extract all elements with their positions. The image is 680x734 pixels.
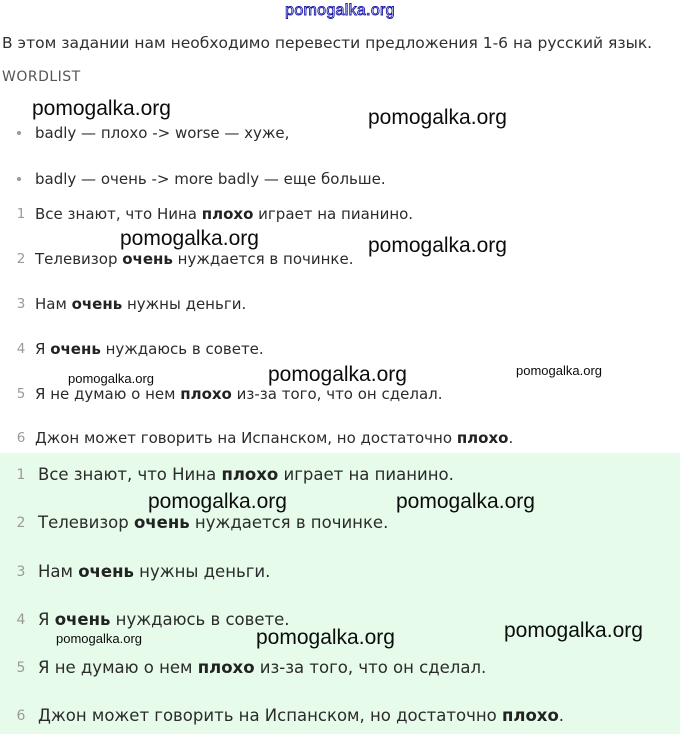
watermark: pomogalka.org: [68, 371, 154, 386]
watermark: pomogalka.org: [148, 490, 287, 513]
sentence-number: 1: [16, 206, 26, 222]
sentence-text: Телевизор очень нуждается в починке.: [35, 250, 354, 268]
sentence-text: Все знают, что Нина плохо играет на пианино.: [35, 205, 414, 223]
sentence-number: 3: [16, 296, 26, 312]
answer-text: Я очень нуждаюсь в совете.: [38, 610, 290, 629]
watermark: pomogalka.org: [32, 97, 171, 120]
answer-number: 6: [16, 708, 26, 724]
answer-number: 3: [16, 564, 26, 580]
sentence-text: Я не думаю о нем плохо из-за того, что он сделал.: [35, 385, 443, 403]
answer-number: 1: [16, 467, 26, 483]
sentence-text: Нам очень нужны деньги.: [35, 295, 247, 313]
wordlist-item-text: badly — плохо -> worse — хуже,: [35, 124, 290, 142]
sentence-number: 2: [16, 251, 26, 267]
watermark: pomogalka.org: [368, 234, 507, 257]
answer-text: Нам очень нужны деньги.: [38, 562, 271, 581]
watermark: pomogalka.org: [120, 227, 259, 250]
wordlist-heading: WORDLIST: [2, 69, 81, 85]
watermark: pomogalka.org: [256, 626, 395, 649]
top-watermark: pomogalka.org: [285, 2, 395, 19]
answer-text: Телевизор очень нуждается в починке.: [38, 513, 389, 532]
answer-text: Я не думаю о нем плохо из-за того, что он сделал.: [38, 658, 487, 677]
sentence-number: 4: [16, 341, 26, 357]
answer-text: Все знают, что Нина плохо играет на пианино.: [38, 465, 454, 484]
answer-panel: [0, 453, 680, 734]
answer-number: 5: [16, 660, 26, 676]
sentence-number: 5: [16, 386, 26, 402]
watermark: pomogalka.org: [268, 363, 407, 386]
bullet-dot-icon: [17, 177, 21, 181]
intro-text: В этом задании нам необходимо перевести предложения 1-6 на русский язык.: [2, 34, 653, 52]
sentence-text: Я очень нуждаюсь в совете.: [35, 340, 264, 358]
answer-number: 2: [16, 515, 26, 531]
watermark: pomogalka.org: [396, 490, 535, 513]
watermark: pomogalka.org: [504, 619, 643, 642]
sentence-text: Джон может говорить на Испанском, но достаточно плохо.: [35, 429, 514, 447]
sentence-number: 6: [16, 430, 26, 446]
watermark: pomogalka.org: [56, 631, 142, 646]
wordlist-item-text: badly — очень -> more badly — еще больше.: [35, 170, 386, 188]
answer-number: 4: [16, 612, 26, 628]
answer-text: Джон может говорить на Испанском, но достаточно плохо.: [38, 706, 565, 725]
watermark: pomogalka.org: [516, 363, 602, 378]
bullet-dot-icon: [17, 131, 21, 135]
watermark: pomogalka.org: [368, 106, 507, 129]
